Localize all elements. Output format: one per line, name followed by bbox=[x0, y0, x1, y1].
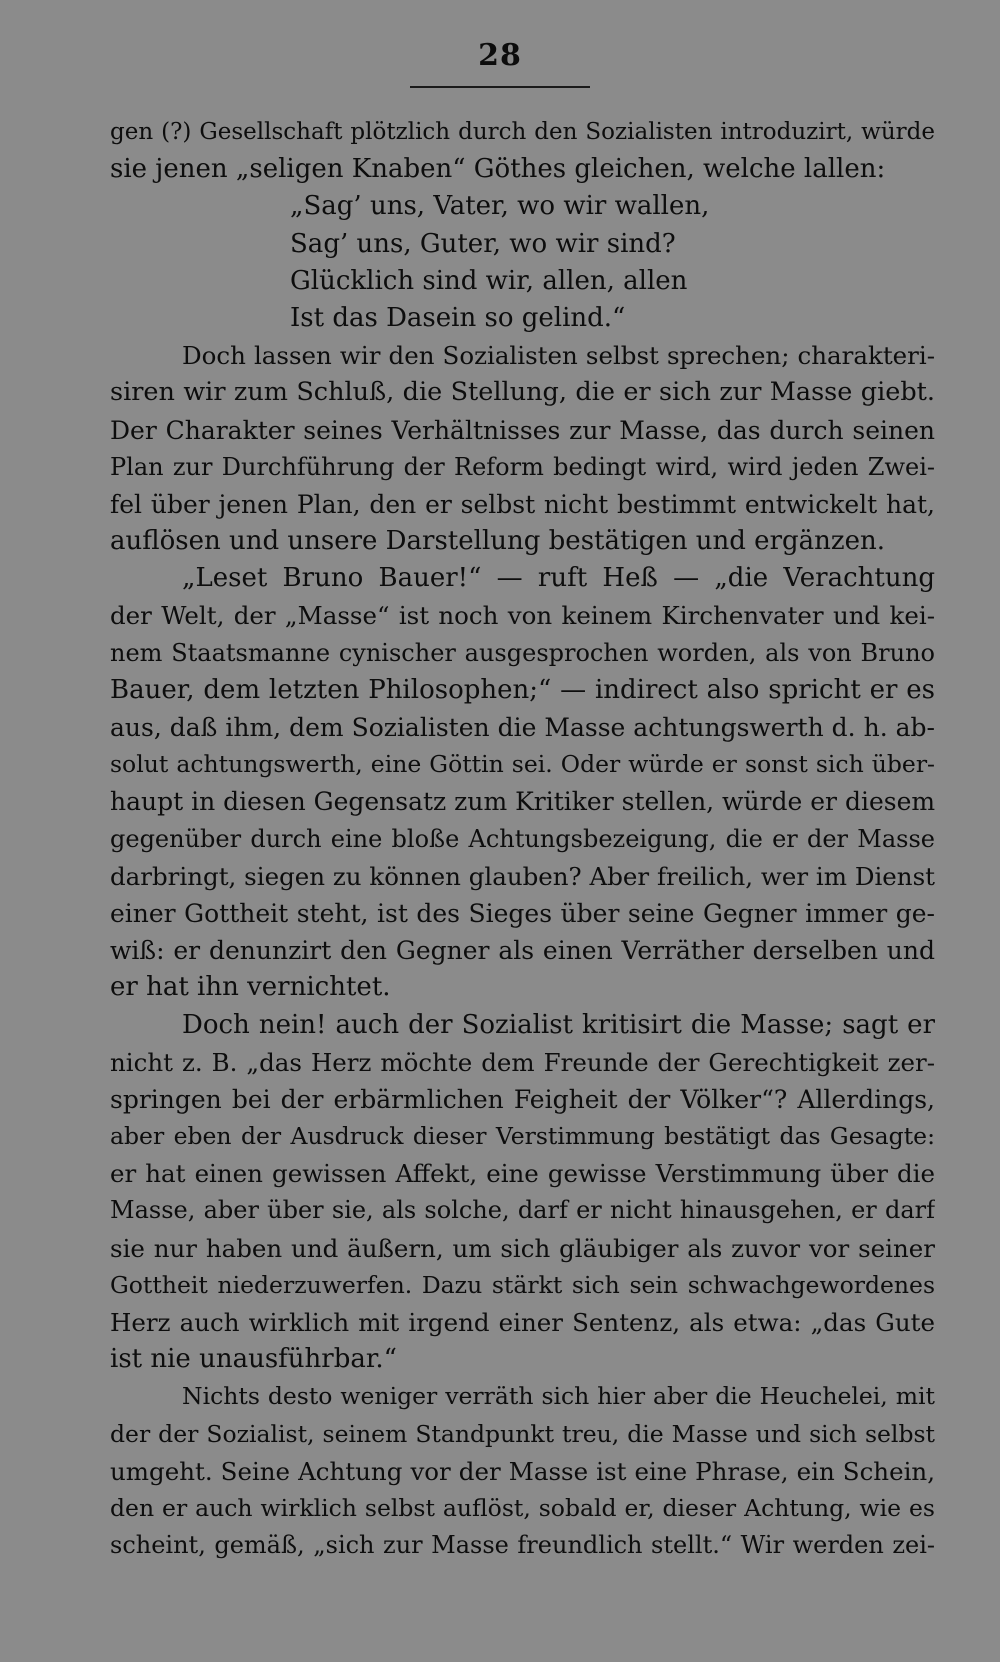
text-line: sie nur haben und äußern, um sich gläubiger als zuvor vor seiner bbox=[110, 1233, 935, 1263]
text-line: aus, daß ihm, dem Sozialisten die Masse achtungswerth d. h. ab- bbox=[110, 713, 935, 742]
text-line: ist nie unausführbar.“ bbox=[110, 1344, 397, 1375]
text-line: Doch lassen wir den Sozialisten selbst sprechen; charakteri- bbox=[182, 341, 935, 371]
text-line: einer Gottheit steht, ist des Sieges über seine Gegner immer ge- bbox=[110, 898, 935, 928]
verse-line: Glücklich sind wir, allen, allen bbox=[290, 265, 688, 296]
text-line: haupt in diesen Gegensatz zum Kritiker stellen, würde er diesem bbox=[110, 787, 935, 817]
header-rule bbox=[410, 86, 590, 88]
text-line: den er auch wirklich selbst auflöst, sobald er, dieser Achtung, wie es bbox=[110, 1493, 935, 1522]
text-line: Der Charakter seines Verhältnisses zur Masse, das durch seinen bbox=[110, 415, 935, 445]
text-line: Masse, aber über sie, als solche, darf er nicht hinausgehen, er darf bbox=[110, 1196, 935, 1225]
verse-line: „Sag’ uns, Vater, wo wir wallen, bbox=[290, 191, 710, 222]
text-line: Plan zur Durchführung der Reform bedingt wird, wird jeden Zwei- bbox=[110, 452, 935, 481]
text-line: er hat einen gewissen Affekt, eine gewisse Verstimmung über die bbox=[110, 1159, 935, 1189]
text-line: wiß: er denunzirt den Gegner als einen Verräther derselben und bbox=[110, 936, 935, 966]
text-line: der Welt, der „Masse“ ist noch von keinem Kirchenvater und kei- bbox=[110, 601, 935, 631]
text-line: siren wir zum Schluß, die Stellung, die er sich zur Masse giebt. bbox=[110, 377, 935, 408]
verse-line: Sag’ uns, Guter, wo wir sind? bbox=[290, 228, 676, 259]
text-line: gen (?) Gesellschaft plötzlich durch den Sozialisten introduzirt, würde bbox=[110, 119, 935, 145]
text-line: er hat ihn vernichtet. bbox=[110, 972, 391, 1003]
text-line: scheint, gemäß, „sich zur Masse freundlich stellt.“ Wir werden zei- bbox=[110, 1531, 935, 1560]
text-line: sie jenen „seligen Knaben“ Göthes gleichen, welche lallen: bbox=[110, 154, 886, 185]
verse-line: Ist das Dasein so gelind.“ bbox=[290, 302, 626, 333]
text-line: auflösen und unsere Darstellung bestätigen und ergänzen. bbox=[110, 526, 885, 557]
text-line: umgeht. Seine Achtung vor der Masse ist eine Phrase, ein Schein, bbox=[110, 1456, 935, 1486]
text-line: der der Sozialist, seinem Standpunkt treu, die Masse und sich selbst bbox=[110, 1419, 935, 1448]
body-text bbox=[110, 114, 935, 1564]
text-line: springen bei der erbärmlichen Feigheit der Völker“? Allerdings, bbox=[110, 1084, 935, 1114]
text-line: Bauer, dem letzten Philosophen;“ — indirect also spricht er es bbox=[110, 674, 935, 705]
text-line: nicht z. B. „das Herz möchte dem Freunde der Gerechtigkeit zer- bbox=[110, 1047, 935, 1077]
text-line: solut achtungswerth, eine Göttin sei. Oder würde er sonst sich über- bbox=[110, 750, 935, 779]
text-line: „Leset Bruno Bauer!“ — ruft Heß — „die Verachtung bbox=[182, 563, 935, 594]
text-line: darbringt, siegen zu können glauben? Aber freilich, wer im Dienst bbox=[110, 861, 935, 891]
text-line: aber eben der Ausdruck dieser Verstimmung bestätigt das Gesagte: bbox=[110, 1122, 935, 1151]
text-line: Gottheit niederzuwerfen. Dazu stärkt sich sein schwachgewordenes bbox=[110, 1270, 935, 1299]
text-line: gegenüber durch eine bloße Achtungsbezeigung, die er der Masse bbox=[110, 824, 935, 853]
text-line: Herz auch wirklich mit irgend einer Sentenz, als etwa: „das Gute bbox=[110, 1308, 935, 1337]
text-line: fel über jenen Plan, den er selbst nicht bestimmt entwickelt hat, bbox=[110, 489, 935, 519]
text-line: Nichts desto weniger verräth sich hier aber die Heuchelei, mit bbox=[182, 1382, 935, 1411]
page-number: 28 bbox=[478, 38, 522, 73]
text-line: Doch nein! auch der Sozialist kritisirt die Masse; sagt er bbox=[182, 1009, 935, 1040]
text-line: nem Staatsmanne cynischer ausgesprochen worden, als von Bruno bbox=[110, 638, 935, 667]
